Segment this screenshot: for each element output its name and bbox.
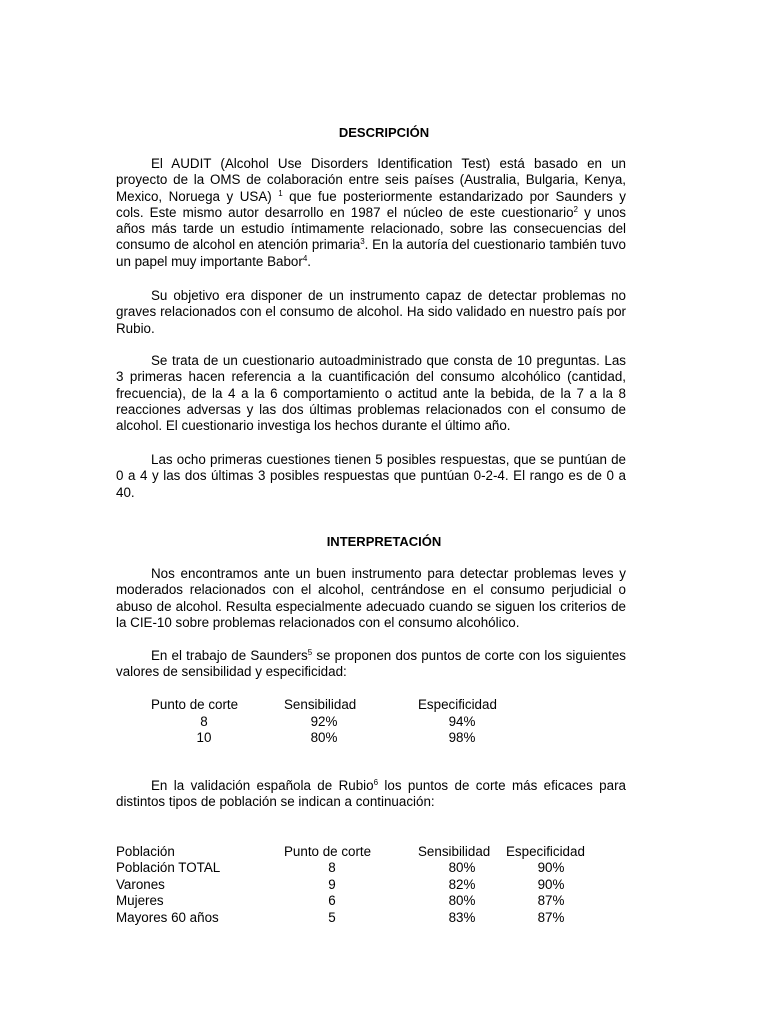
p1-text-b: que fue posteriormente estandarizado por Saunders y cols. Este mismo autor desarrollo en 1987 el núcleo de este cuestionario — [116, 188, 626, 220]
table-cell: 94% — [448, 713, 476, 729]
table-cell: 6 — [328, 893, 336, 909]
table-cell: Mujeres — [116, 893, 164, 909]
p7-text-a: En la validación española de Rubio — [151, 778, 374, 793]
table-cell: 90% — [537, 876, 565, 892]
paragraph-audit-intro — [116, 156, 626, 270]
table-cell: 90% — [537, 860, 565, 876]
footnote-ref-6: 6 — [373, 778, 379, 787]
p1-text-a: El AUDIT (Alcohol Use Disorders Identification Test) está basado en un proyecto de la OMS de colaboración entre seis países (Australia, Bulgaria, Kenya, Mexico, Noruega y USA) — [116, 156, 626, 204]
table1-header-especificidad: Especificidad — [418, 697, 497, 712]
table-cell: 9 — [328, 876, 336, 892]
paragraph-instrumento: Nos encontramos ante un buen instrumento para detectar problemas leves y moderados relacionados con el alcohol, centrándose en el consumo perjudicial o abuso de alcohol. Resulta especialmente adecuado cuando se siguen los criterios de la CIE-10 sobre problemas relacionados con el consumo alcohólico. — [116, 566, 626, 630]
footnote-ref-5: 5 — [307, 648, 313, 657]
table2-header-especificidad: Especificidad — [506, 844, 585, 859]
table-cell: 87% — [537, 893, 565, 909]
p1-text-e: . — [307, 253, 312, 269]
paragraph-respuestas: Las ocho primeras cuestiones tienen 5 posibles respuestas, que se puntúan de 0 a 4 y las dos últimas 3 posibles respuestas que puntúan 0-2-4. El rango es de 0 a 40. — [116, 452, 626, 500]
heading-descripcion: DESCRIPCIÓN — [338, 125, 430, 140]
p7-text-b: los puntos de corte más eficaces para distintos tipos de población se indican a continuación: — [116, 778, 626, 810]
footnote-ref-1: 1 — [278, 188, 283, 198]
table-cell: Mayores 60 años — [116, 909, 219, 925]
paragraph-objetivo: Su objetivo era disponer de un instrumento capaz de detectar problemas no graves relacionados con el consumo de alcohol. Ha sido validado en nuestro país por Rubio. — [116, 288, 626, 336]
table2-header-punto: Punto de corte — [284, 844, 372, 859]
p6-text-b: se proponen dos puntos de corte con los siguientes valores de sensibilidad y especificidad: — [116, 648, 626, 680]
footnote-ref-3: 3 — [360, 237, 365, 247]
table2-header-sensibilidad: Sensibilidad — [418, 844, 491, 859]
paragraph-rubio — [116, 778, 626, 811]
paragraph-cuestionario: Se trata de un cuestionario autoadministrado que consta de 10 preguntas. Las 3 primeras hacen referencia a la cuantificación del consumo alcohólico (cantidad, frecuencia), de la 4 a la 6 comportamiento o actitud ante la bebida, de la 7 a la 8 reacciones adversas y las dos últimas problemas relacionados con el consumo de alcohol. El cuestionario investiga los hechos durante el último año. — [116, 353, 626, 434]
table-cell: 92% — [310, 713, 338, 729]
table-rubio — [0, 844, 768, 928]
table-cell: 80% — [448, 860, 476, 876]
footnote-ref-4: 4 — [302, 253, 308, 263]
table-cell: 80% — [448, 893, 476, 909]
table-cell: 10 — [196, 730, 212, 745]
table-cell: Población TOTAL — [116, 860, 221, 876]
table-cell: 87% — [537, 909, 565, 925]
table-cell: 98% — [448, 730, 476, 745]
table-saunders — [0, 697, 768, 749]
table-cell: 8 — [200, 713, 208, 729]
table-cell: Varones — [116, 876, 165, 892]
p6-text-a: En el trabajo de Saunders — [151, 648, 308, 663]
table-cell: 8 — [328, 860, 336, 876]
table1-header-punto: Punto de corte — [151, 697, 239, 712]
table-cell: 82% — [448, 876, 476, 892]
paragraph-saunders — [116, 648, 626, 681]
p1-text-d: . En la autoría del cuestionario también tuvo un papel muy importante Babor — [116, 237, 626, 269]
footnote-ref-2: 2 — [573, 204, 578, 214]
table-cell: 80% — [310, 730, 338, 745]
p1-text-c: y unos años más tarde un estudio íntimamente relacionado, sobre las consecuencias del consumo de alcohol en atención primaria — [116, 204, 626, 253]
table-cell: 5 — [328, 909, 336, 925]
table-cell: 83% — [448, 909, 476, 925]
table2-header-poblacion: Población — [116, 844, 175, 859]
table1-header-sensibilidad: Sensibilidad — [284, 697, 357, 712]
heading-interpretacion: INTERPRETACIÓN — [326, 534, 442, 549]
